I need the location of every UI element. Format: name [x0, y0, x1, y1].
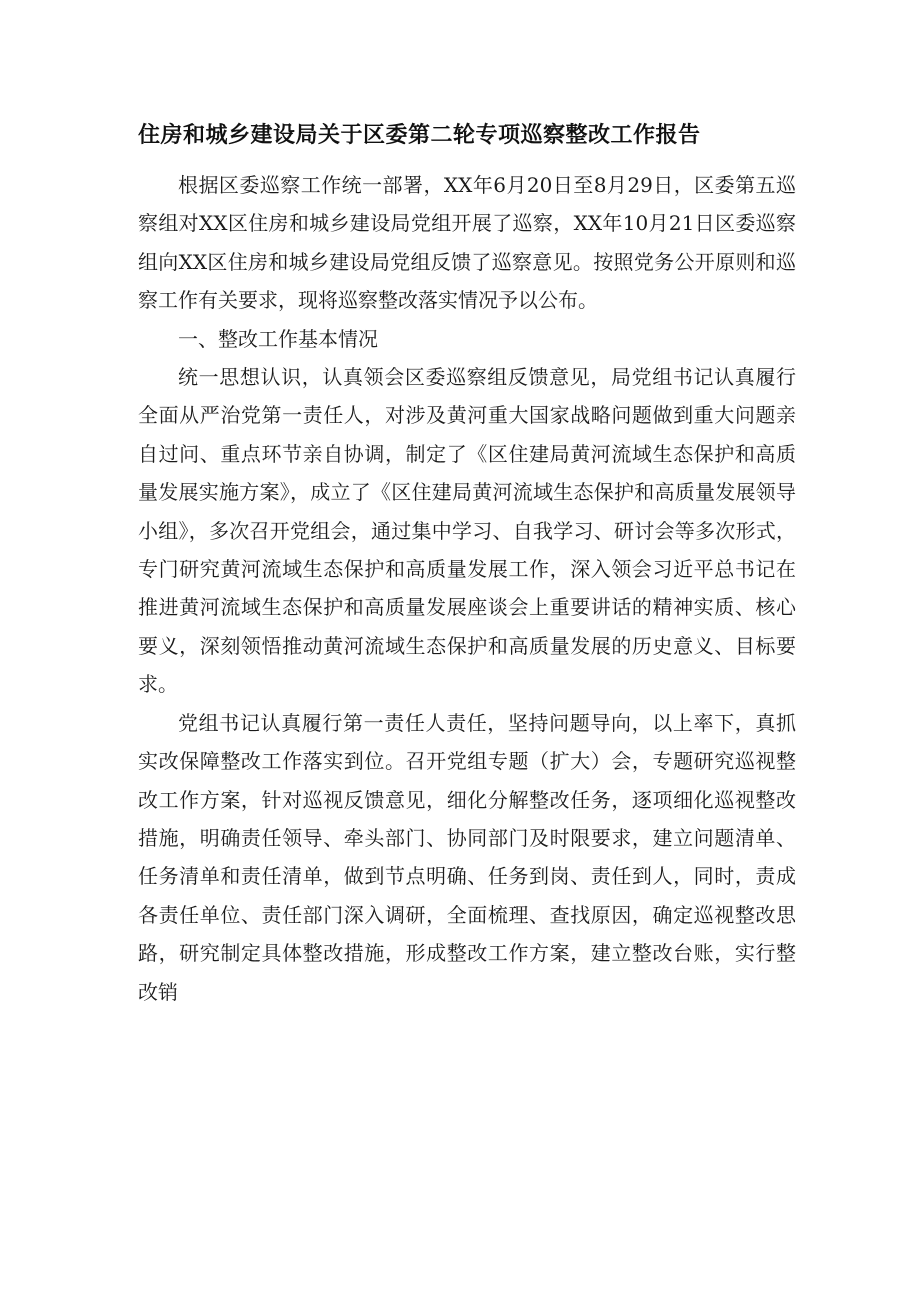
- paragraph-secretary-duty: 党组书记认真履行第一责任人责任，坚持问题导向，以上率下，真抓实改保障整改工作落实到位。召开党组专题（扩大）会，专题研究巡视整改工作方案，针对巡视反馈意见，细化分解整改任务，逐项细化巡视整改措施，明确责任领导、牵头部门、协同部门及时限要求，建立问题清单、任务清单和责任清单，做到节点明确、任务到岗、责任到人，同时，责成各责任单位、责任部门深入调研，全面梳理、查找原因，确定巡视整改思路，研究制定具体整改措施，形成整改工作方案，建立整改台账，实行整改销: [138, 710, 796, 1004]
- section-heading-1: 一、整改工作基本情况: [178, 326, 378, 351]
- paragraph-intro: 根据区委巡察工作统一部署，XX年6月20日至8月29日，区委第五巡察组对XX区住房和城乡建设局党组开展了巡察，XX年10月21日区委巡察组向XX区住房和城乡建设局党组反馈了巡察意见。按照党务公开原则和巡察工作有关要求，现将巡察整改落实情况予以公布。: [138, 173, 796, 313]
- document-title: 住房和城乡建设局关于区委第二轮专项巡察整改工作报告: [138, 123, 701, 148]
- document-body: [138, 166, 796, 1011]
- paragraph-thought-unity: 统一思想认识，认真领会区委巡察组反馈意见，局党组书记认真履行全面从严治党第一责任人，对涉及黄河重大国家战略问题做到重大问题亲自过问、重点环节亲自协调，制定了《区住建局黄河流域生态保护和高质量发展实施方案》，成立了《区住建局黄河流域生态保护和高质量发展领导小组》，多次召开党组会，通过集中学习、自我学习、研讨会等多次形式，专门研究黄河流域生态保护和高质量发展工作，深入领会习近平总书记在推进黄河流域生态保护和高质量发展座谈会上重要讲话的精神实质、核心要义，深刻领悟推动黄河流域生态保护和高质量发展的历史意义、目标要求。: [138, 365, 796, 697]
